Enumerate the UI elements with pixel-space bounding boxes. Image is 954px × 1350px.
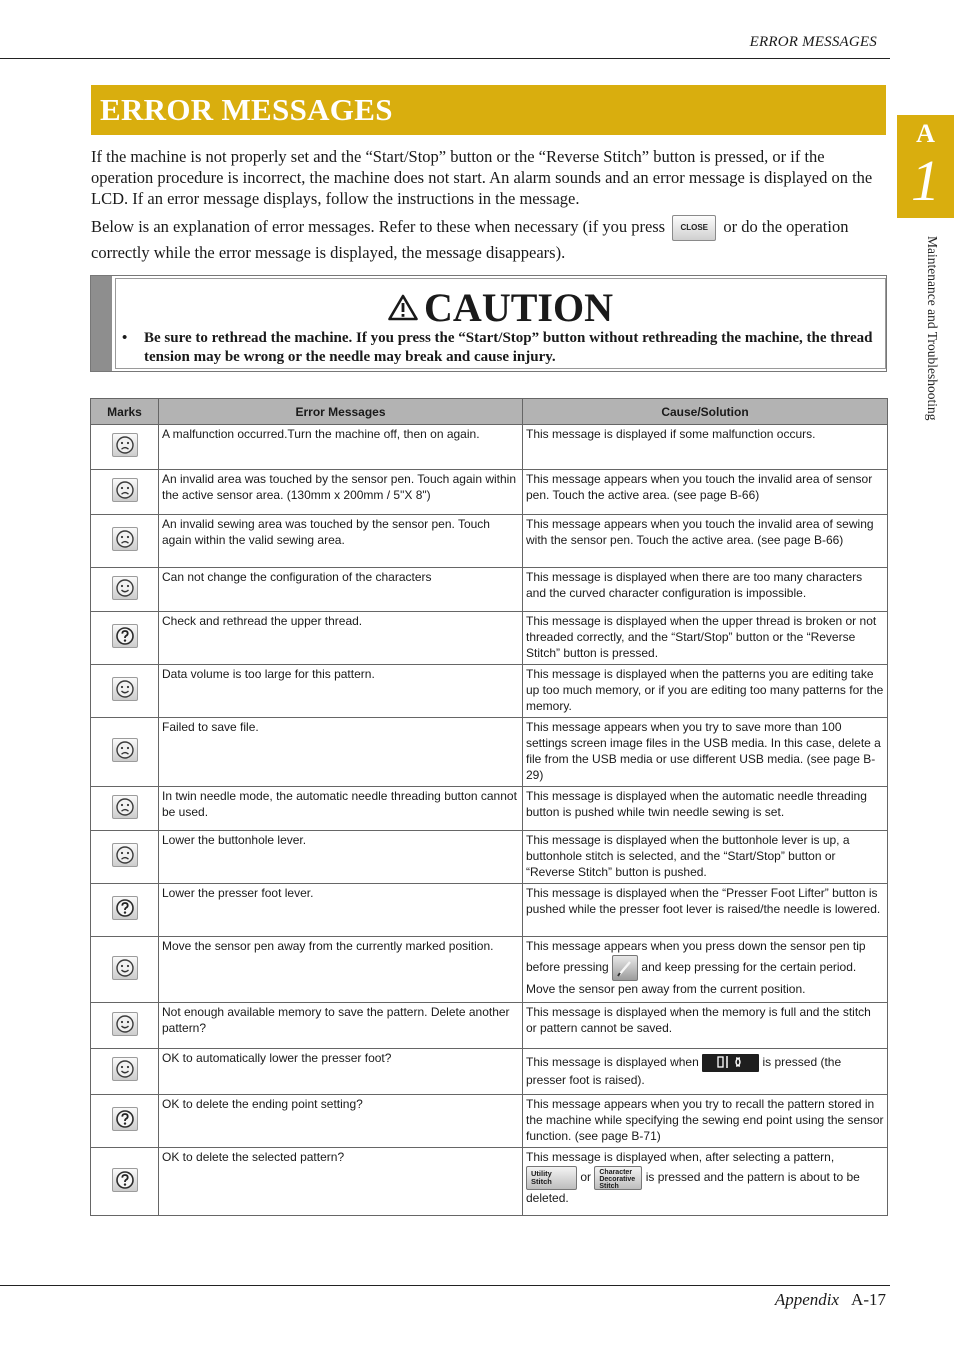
character-decorative-stitch-key: [594, 1166, 642, 1190]
smile-face-icon: [112, 677, 138, 701]
cause-solution: This message is displayed if some malfunction occurs.: [523, 425, 888, 470]
header-error-messages: Error Messages: [159, 399, 523, 425]
cause-text-before: This message is displayed when: [526, 1055, 699, 1070]
table-header-row: [91, 399, 888, 425]
cause-solution: [523, 1049, 888, 1095]
cause-text-after: is pressed and the pattern is about to be deleted.: [526, 1170, 860, 1205]
error-message: Data volume is too large for this pattern.: [159, 665, 523, 718]
header-marks: Marks: [91, 399, 159, 425]
cause-text-after: is pressed (the presser foot is raised).: [526, 1055, 842, 1087]
utility-key-line-2: Stitch: [531, 1177, 552, 1186]
section-side-label: Maintenance and Troubleshooting: [925, 236, 940, 421]
cause-solution: This message is displayed when the memory is full and the stitch or pattern cannot be saved.: [523, 1003, 888, 1049]
smile-face-icon: [112, 576, 138, 600]
cause-solution: [523, 1148, 888, 1216]
intro-paragraph-2: [91, 215, 886, 264]
error-message: OK to delete the selected pattern?: [159, 1148, 523, 1216]
page-title: ERROR MESSAGES: [100, 92, 393, 127]
error-message: Move the sensor pen away from the currently marked position.: [159, 937, 523, 1003]
title-bar: [91, 85, 886, 135]
error-message: Can not change the configuration of the characters: [159, 568, 523, 612]
chapter-tab-letter: A: [916, 119, 935, 148]
cause-solution: This message is displayed when the automatic needle threading button is pushed while twin needle sewing is set.: [523, 787, 888, 831]
table-row: [91, 1148, 888, 1216]
cause-text-after: and keep pressing for the certain period. Move the sensor pen away from the current position.: [526, 960, 857, 996]
error-messages-table: [90, 398, 888, 1216]
sad-face-icon: [112, 527, 138, 551]
error-message: An invalid area was touched by the sensor pen. Touch again within the active sensor area. (130mm x 200mm / 5"X 8"): [159, 470, 523, 515]
caution-box: [90, 275, 887, 372]
error-message: Failed to save file.: [159, 718, 523, 787]
caution-title-text: CAUTION: [424, 285, 613, 330]
footer-section: Appendix: [774, 1290, 840, 1309]
cause-solution: This message is displayed when the “Presser Foot Lifter” button is pushed while the presser foot lever is raised/the needle is lowered.: [523, 884, 888, 937]
table-row: [91, 1003, 888, 1049]
cause-text-before: This message is displayed when, after selecting a pattern,: [526, 1150, 835, 1164]
footer-rule: [0, 1285, 890, 1286]
error-message: OK to automatically lower the presser foot?: [159, 1049, 523, 1095]
caution-bullet: •: [122, 330, 128, 346]
page-number: A-17: [851, 1290, 886, 1309]
caution-text: [122, 329, 874, 367]
sad-face-icon: [112, 738, 138, 762]
cause-text-before: This message appears when you press down the sensor pen tip before pressing: [526, 939, 866, 975]
table-row: [91, 831, 888, 884]
question-icon: [112, 1107, 138, 1131]
table-row: [91, 568, 888, 612]
chapter-tab: [897, 115, 954, 218]
caution-inner: [115, 278, 886, 369]
character-key-line-3: Stitch: [599, 1183, 619, 1190]
table-row: [91, 425, 888, 470]
cause-solution: This message appears when you touch the invalid area of sensor pen. Touch the active area. (see page B-66): [523, 470, 888, 515]
character-key-line-2: Decorative: [599, 1176, 636, 1183]
question-icon: [112, 1168, 138, 1192]
error-message: Lower the presser foot lever.: [159, 884, 523, 937]
chapter-tab-number: 1: [911, 148, 940, 213]
caution-title: [116, 286, 885, 330]
table-row: [91, 1095, 888, 1148]
cause-solution: This message appears when you try to save more than 100 settings screen image files in the USB media. In this case, delete a file from the USB media or use different USB media. (see page B-29): [523, 718, 888, 787]
error-message: Lower the buttonhole lever.: [159, 831, 523, 884]
utility-stitch-key: [526, 1166, 577, 1190]
cause-solution: This message is displayed when the upper thread is broken or not threaded correctly, and the “Start/Stop” button or the “Reverse Stitch” button is pressed.: [523, 612, 888, 665]
error-message: An invalid sewing area was touched by the sensor pen. Touch again within the valid sewing area.: [159, 515, 523, 568]
table-row: [91, 665, 888, 718]
cause-solution: This message appears when you try to recall the pattern stored in the machine while specifying the sewing end point using the sensor function. (see page B-71): [523, 1095, 888, 1148]
sensor-pen-icon: [612, 955, 638, 981]
table-row: [91, 787, 888, 831]
error-message: In twin needle mode, the automatic needle threading button cannot be used.: [159, 787, 523, 831]
sad-face-icon: [112, 433, 138, 457]
error-message: A malfunction occurred.Turn the machine off, then on again.: [159, 425, 523, 470]
table-row: [91, 937, 888, 1003]
cause-solution: This message is displayed when there are too many characters and the curved character configuration is impossible.: [523, 568, 888, 612]
table-row: [91, 1049, 888, 1095]
sad-face-icon: [112, 795, 138, 819]
sad-face-icon: [112, 843, 138, 867]
caution-bullet-text: Be sure to rethread the machine. If you press the “Start/Stop” button without rethreading the machine, the thread tension may be wrong or the needle may break and cause injury.: [144, 330, 873, 365]
character-key-line-1: Character: [599, 1169, 633, 1176]
smile-face-icon: [112, 956, 138, 980]
utility-key-line-1: Utility: [531, 1169, 552, 1178]
question-icon: [112, 896, 138, 920]
error-message: Check and rethread the upper thread.: [159, 612, 523, 665]
table-row: [91, 515, 888, 568]
caution-side-strip: [91, 276, 112, 371]
table-row: [91, 612, 888, 665]
intro-paragraph-1: If the machine is not properly set and the “Start/Stop” button or the “Reverse Stitch” button is pressed, or if the operation procedure is incorrect, the machine does not start. An alarm sounds and an error message is displayed on the LCD. If an error message displays, follow the instructions in the message.: [91, 147, 873, 208]
table-row: [91, 470, 888, 515]
cause-solution: This message is displayed when the buttonhole lever is up, a buttonhole stitch is selected, and the “Start/Stop” button or “Reverse Stitch” button is pushed.: [523, 831, 888, 884]
smile-face-icon: [112, 1012, 138, 1036]
cause-solution: This message is displayed when the patterns you are editing take up too much memory, or if you are editing too many patterns for the memory.: [523, 665, 888, 718]
sad-face-icon: [112, 478, 138, 502]
error-message: OK to delete the ending point setting?: [159, 1095, 523, 1148]
table-row: [91, 718, 888, 787]
header-rule: [0, 58, 890, 59]
intro-text-before: Below is an explanation of error messages. Refer to these when necessary (if you press: [91, 217, 666, 236]
error-message: Not enough available memory to save the pattern. Delete another pattern?: [159, 1003, 523, 1049]
table-row: [91, 884, 888, 937]
header-cause-solution: Cause/Solution: [523, 399, 888, 425]
presser-foot-lifter-icon: [702, 1054, 759, 1072]
warning-triangle-icon: [388, 294, 418, 321]
question-icon: [112, 624, 138, 648]
running-head: ERROR MESSAGES: [749, 34, 877, 50]
smile-face-icon: [112, 1057, 138, 1081]
close-button: CLOSE: [672, 215, 716, 241]
cause-solution: [523, 937, 888, 1003]
page-footer: [775, 1290, 886, 1310]
cause-text-or: or: [580, 1170, 592, 1185]
cause-solution: This message appears when you touch the invalid area of sewing with the sensor pen. Touch the active area. (see page B-66): [523, 515, 888, 568]
intro-text-after: or do the operation correctly while the error message is displayed, the message disappears).: [91, 217, 849, 263]
